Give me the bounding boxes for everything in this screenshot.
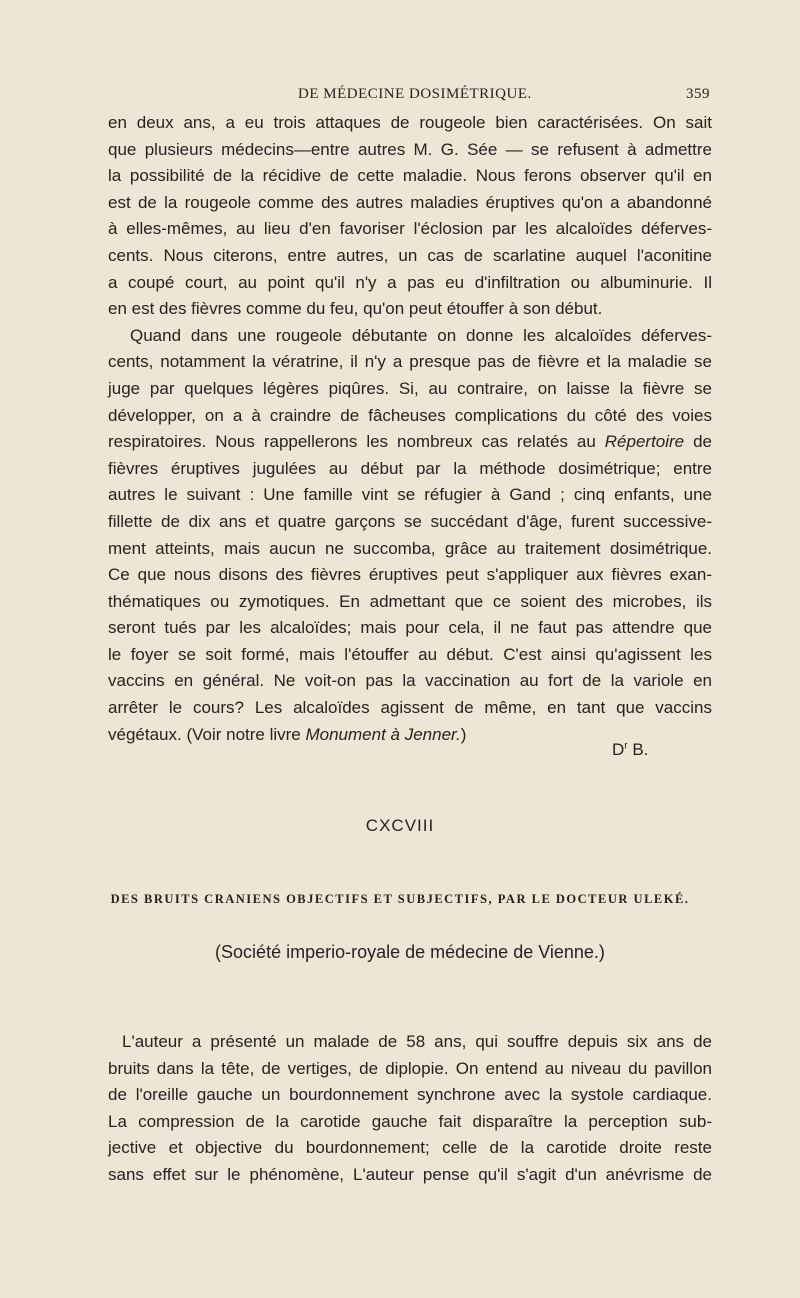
text-line: La compression de la carotide gauche fait disparaître la perception sub-	[108, 1111, 712, 1131]
text-line: bruits dans la tête, de vertiges, de diplopie. On entend au niveau du pavillon	[108, 1058, 712, 1078]
signature-name: B.	[627, 740, 649, 759]
body-text-lower	[108, 1012, 712, 1206]
text-run: respiratoires. Nous rappellerons les nombreux cas relatés au	[108, 432, 605, 452]
text-line: de l'oreille gauche un bourdonnement synchrone avec la systole cardiaque.	[108, 1085, 712, 1105]
running-head	[108, 82, 710, 110]
text-line: L'auteur a présenté un malade de 58 ans, qui souffre depuis six ans de	[122, 1032, 712, 1051]
paragraph-2	[108, 323, 712, 752]
text-line: que plusieurs médecins—entre autres M. G. Sée — se refusent à admettre	[108, 139, 712, 159]
text-line: a coupé court, au point qu'il n'y a pas eu d'infiltration ou albuminurie. Il	[108, 272, 712, 292]
text-line: à elles-mêmes, au lieu d'en favoriser l'éclosion par les alcaloïdes déferves-	[108, 219, 712, 239]
text-line: juge par quelques légères piqûres. Si, au contraire, on laisse la fièvre se	[108, 378, 712, 398]
text-line: arrêter le cours? Les alcaloïdes agissent de même, en tant que vaccins	[108, 698, 712, 718]
text-line: développer, on a à craindre de fâcheuses complications du côté des voies	[108, 405, 712, 425]
text-line: thématiques ou zymotiques. En admettant que ce soient des microbes, ils	[108, 591, 712, 611]
text-line: autres le suivant : Une famille vint se réfugier à Gand ; cinq enfants, une	[108, 485, 712, 505]
text-line: vaccins en général. Ne voit-on pas la vaccination au fort de la variole en	[108, 671, 712, 691]
text-run: de	[684, 432, 712, 452]
signature-prefix: D	[612, 740, 625, 759]
text-line: sans effet sur le phénomène, L'auteur pense qu'il s'agit d'un anévrisme de	[108, 1164, 712, 1184]
text-line: en deux ans, a eu trois attaques de rougeole bien caractérisées. On sait	[108, 113, 712, 132]
text-line: cents. Nous citerons, entre autres, un cas de scarlatine auquel l'aconitine	[108, 245, 712, 265]
text-line: est de la rougeole comme des autres maladies éruptives qu'on a abandonné	[108, 192, 712, 212]
text-line: seront tués par les alcaloïdes; mais pour cela, il ne faut pas attendre que	[108, 618, 712, 638]
paragraph-3	[108, 1029, 712, 1189]
text-line: jective et objective du bourdonnement; celle de la carotide droite reste	[108, 1138, 712, 1158]
text-line: en est des fièvres comme du feu, qu'on peut étouffer à son début.	[108, 299, 603, 319]
section-number: CXCVIII	[365, 816, 435, 835]
text-line	[108, 429, 712, 456]
text-line: cents, notamment la vératrine, il n'y a presque pas de fièvre et la maladie se	[108, 352, 712, 372]
text-line: le foyer se soit formé, mais l'étouffer au début. C'est ainsi qu'agissent les	[108, 644, 712, 664]
text-run: )	[460, 724, 467, 744]
text-run: végétaux. (Voir notre livre	[108, 724, 306, 744]
body-text-upper	[108, 110, 712, 748]
signature	[612, 740, 648, 760]
section-title: DES BRUITS CRANIENS OBJECTIFS ET SUBJECTIFS, PAR LE DOCTEUR ULEKÉ.	[110, 892, 690, 906]
italic-title-monument: Monument à Jenner.	[305, 724, 461, 744]
text-line: fièvres éruptives jugulées au début par la méthode dosimétrique; entre	[108, 458, 712, 478]
running-title: DE MÉDECINE DOSIMÉTRIQUE.	[298, 86, 532, 102]
page-number: 359	[686, 86, 710, 102]
text-line: ment atteints, mais aucun ne succomba, grâce au traitement dosimétrique.	[108, 538, 712, 558]
section-source: (Société imperio-royale de médecine de Vienne.)	[215, 942, 605, 962]
signature-superscript: r	[624, 740, 628, 752]
text-line: Quand dans une rougeole débutante on donne les alcaloïdes déferves-	[130, 325, 712, 345]
text-line: Ce que nous disons des fièvres éruptives peut s'appliquer aux fièvres exan-	[108, 565, 712, 585]
paragraph-1	[108, 110, 712, 323]
italic-title-repertoire: Répertoire	[604, 432, 685, 452]
text-line: fillette de dix ans et quatre garçons se succédant d'âge, furent successive-	[108, 511, 712, 531]
text-line: la possibilité de la récidive de cette maladie. Nous ferons observer qu'il en	[108, 166, 712, 186]
